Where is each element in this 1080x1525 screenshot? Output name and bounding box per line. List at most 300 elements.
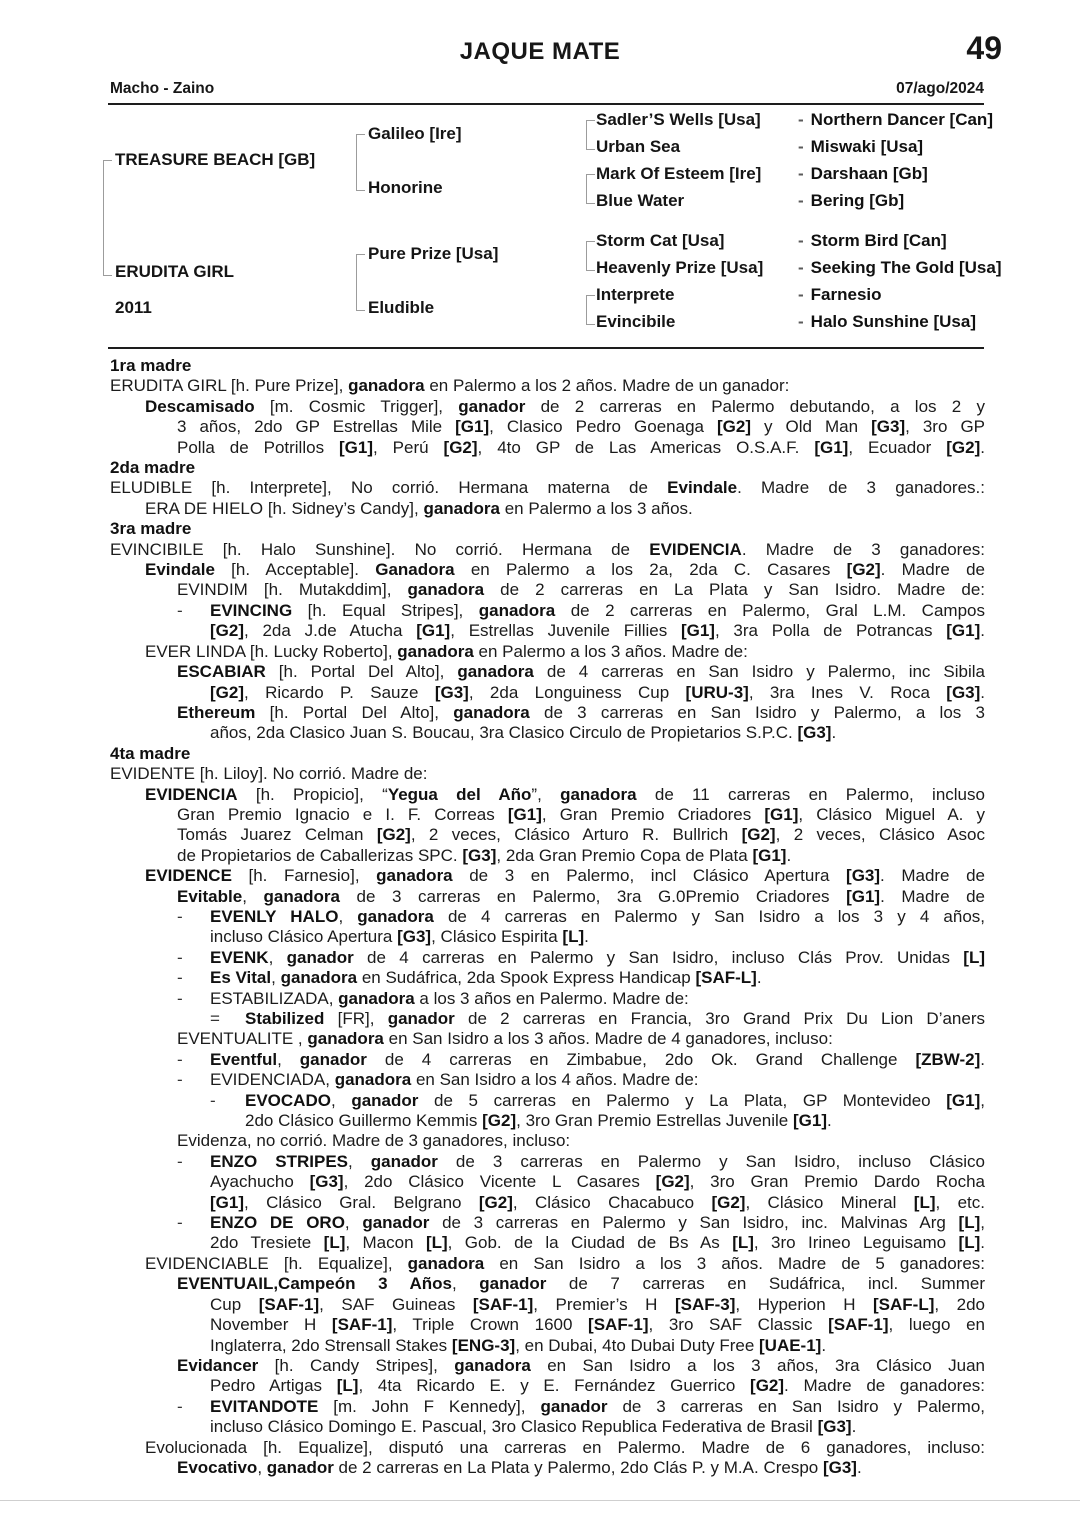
text-line [110, 805, 985, 825]
text-segment: [G1] [792, 1111, 827, 1131]
text-segment: de 3 carreras en Palermo, 3ra G.0Premio Criadores [340, 886, 847, 906]
text-line [110, 642, 985, 662]
text-line [110, 1274, 985, 1294]
divider-top [108, 103, 984, 105]
text-line [110, 846, 985, 866]
text-segment: [G2] [376, 825, 411, 845]
text-segment: , Estrellas Juvenile Fillies [450, 621, 681, 641]
text-segment: [FR], [324, 1009, 388, 1028]
text-segment: Stabilized [245, 1009, 325, 1028]
text-segment: [L] [732, 1233, 754, 1253]
text-segment: [h. Propicio], “ [237, 784, 388, 804]
text-line [110, 907, 985, 927]
text-segment: de 2 carreras en Palermo, Gral L.M. Campos [555, 600, 985, 620]
pedigree-gen4-item [798, 191, 904, 211]
text-segment: [URU-3] [685, 682, 749, 702]
text-segment: , [330, 1090, 352, 1110]
text-segment: [G2] [482, 1111, 517, 1131]
text-segment: , Gob. de la Ciudad de Bs As [447, 1233, 733, 1253]
pedigree-bracket [356, 134, 365, 191]
list-marker: - [177, 906, 183, 926]
text-line [110, 580, 985, 600]
text-segment: en Palermo a los 2a, 2da C. Casares [454, 560, 847, 580]
text-segment: ESTABILIZADA, [210, 988, 339, 1008]
text-segment: , etc. [935, 1192, 985, 1212]
text-segment: , 3ra Polla de Potrancas [714, 621, 947, 641]
text-segment: . [980, 437, 985, 457]
text-segment: , 3ro SAF Classic [648, 1315, 829, 1335]
text-line [110, 1111, 985, 1131]
text-segment: [SAF-1] [331, 1315, 393, 1335]
dash-icon: - [798, 231, 804, 250]
text-segment: , Gran Premio Criadores [541, 804, 765, 824]
pedigree-gen4-name: Halo Sunshine [Usa] [810, 312, 976, 331]
text-line [110, 723, 985, 743]
text-segment: ganador [458, 396, 526, 416]
pedigree-gen4-item [798, 312, 976, 332]
text-segment: Polla de Potrillos [177, 437, 340, 457]
pedigree-bracket [356, 254, 365, 311]
text-segment: , 2da Gran Premio Copa de Plata [496, 845, 753, 865]
text-line [110, 1397, 985, 1417]
text-segment: [SAF-1] [472, 1294, 534, 1314]
text-segment: , Ecuador [848, 437, 947, 457]
date-label: 07/ago/2024 [896, 80, 984, 97]
text-line [110, 1193, 985, 1213]
pedigree-gen4-item [798, 110, 993, 130]
text-segment: [L] [562, 927, 585, 947]
list-marker: - [177, 1396, 183, 1416]
list-marker: = [210, 1009, 220, 1028]
text-segment: [SAF-3] [674, 1294, 736, 1314]
text-segment: [G2] [846, 560, 881, 580]
text-segment: de 3 carreras en Palermo y San Isidro, inc. Malvinas Arg [429, 1213, 959, 1233]
page-number: 49 [966, 30, 1002, 66]
pedigree-gen3-name: Storm Cat [Usa] [596, 231, 725, 250]
text-segment: [G3] [397, 927, 432, 947]
text-segment: ganador [540, 1396, 608, 1416]
text-segment: , en Dubai, 4to Dubai Duty Free [515, 1335, 759, 1355]
text-line [110, 1091, 985, 1111]
text-segment: [G2] [711, 1192, 746, 1212]
text-line [110, 1070, 985, 1090]
text-segment: . Madre de ganadores: [784, 1376, 985, 1396]
text-segment: EVIDENCIADA, [210, 1070, 335, 1090]
text-segment: Evindale [667, 478, 738, 498]
text-segment: de 4 carreras en Palermo y San Isidro, incluso Clás Prov. Unidas [353, 947, 964, 967]
text-segment: Pedro Artigas [210, 1376, 337, 1396]
pedigree-gen4-name: Darshaan [Gb] [810, 164, 928, 183]
text-segment: , Clásico Espirita [431, 927, 563, 947]
text-segment: de 3 carreras en Palermo y San Isidro, incluso Clásico [437, 1151, 985, 1171]
pedigree-gen4-item [798, 164, 928, 184]
pedigree-dam-year: 2011 [115, 298, 152, 317]
pedigree-gen3-name: Blue Water [596, 191, 685, 210]
text-segment: ganadora [263, 886, 341, 906]
text-segment: [SAF-L] [873, 1294, 935, 1314]
text-segment: , [271, 968, 281, 988]
pedigree-gen4-name: Seeking The Gold [Usa] [810, 258, 1002, 277]
text-line [110, 438, 985, 458]
pedigree-gen3-name: Evincibile [596, 312, 676, 331]
list-marker: - [177, 1070, 183, 1090]
text-segment: . [851, 1417, 857, 1437]
text-segment: EVITANDOTE [210, 1396, 319, 1416]
text-segment: en Palermo a los 3 años. Madre de: [473, 641, 748, 661]
text-segment: , [338, 906, 358, 926]
text-segment: ganador [266, 1457, 334, 1477]
dash-icon: - [798, 285, 804, 304]
text-segment: [L] [913, 1192, 936, 1212]
section-heading: 4ta madre [110, 743, 191, 763]
page-title: JAQUE MATE [459, 38, 621, 65]
text-segment: . Madre de [880, 866, 985, 886]
divider-pedigree [108, 347, 984, 349]
text-segment: , Clasico Pedro Goenaga [489, 417, 717, 437]
text-line [110, 866, 985, 886]
text-line [110, 1050, 985, 1070]
text-segment: Yegua del Año [387, 784, 532, 804]
text-segment: , [257, 1457, 267, 1477]
text-line [110, 989, 985, 1009]
text-line [110, 601, 985, 621]
text-segment: [G2] [478, 1192, 513, 1212]
text-segment: [G1] [946, 1090, 981, 1110]
text-segment: Ganadora [375, 560, 455, 580]
text-segment: . Madre de [880, 560, 985, 580]
text-segment: ganadora [453, 702, 530, 722]
dash-icon: - [798, 110, 804, 129]
text-line [110, 376, 985, 396]
text-line [110, 1376, 985, 1396]
text-line [110, 1009, 985, 1029]
text-line [110, 1131, 985, 1151]
text-segment: , 3ro Irineo Leguisamo [753, 1233, 959, 1253]
text-segment: ganadora [407, 580, 485, 600]
text-segment: [G3] [846, 866, 881, 886]
text-segment: Descamisado [145, 396, 255, 416]
text-segment: Inglaterra, 2do Strensall Stakes [210, 1335, 452, 1355]
text-segment: ganador [362, 1213, 430, 1233]
text-segment: Ayachucho [210, 1172, 310, 1192]
text-segment: [h. Acceptable]. [214, 560, 376, 580]
text-segment: [G2] [443, 437, 478, 457]
text-segment: . [980, 621, 985, 641]
text-segment: Gran Premio Ignacio e I. F. Correas [177, 804, 508, 824]
text-segment: . [980, 1049, 985, 1069]
pedigree-gen4-item [798, 285, 882, 305]
text-segment: ganador [299, 1049, 367, 1069]
text-segment: [G1] [846, 886, 881, 906]
text-line [110, 785, 985, 805]
text-segment: . [821, 1335, 827, 1355]
text-segment: , 3ro GP [905, 417, 986, 437]
text-segment: [m. Cosmic Trigger], [254, 396, 459, 416]
pedigree-gen2-name: Honorine [368, 178, 443, 197]
text-line [110, 1254, 985, 1274]
text-segment: en San Isidro a los 3 años. Madre de 4 ganadores, incluso: [383, 1029, 833, 1049]
text-segment: . [826, 1111, 832, 1131]
list-marker: - [177, 968, 183, 988]
text-line [110, 499, 985, 519]
text-segment: [G1] [764, 804, 799, 824]
text-segment: Cup [210, 1294, 259, 1314]
text-segment: . [856, 1457, 862, 1477]
text-segment: de 5 carreras en Palermo y La Plata, GP Montevideo [418, 1090, 947, 1110]
text-segment: [G3] [462, 845, 497, 865]
text-segment: [ZBW-2] [915, 1049, 981, 1069]
text-segment: , [452, 1274, 480, 1294]
text-line [110, 621, 985, 641]
text-segment: ganadora [376, 866, 453, 886]
text-segment: [G1] [946, 621, 981, 641]
text-segment: en San Isidro a los 3 años, 3ra Clásico Juan [530, 1355, 985, 1375]
text-segment: en San Isidro a los 3 años. Madre de 5 ganadores: [484, 1253, 986, 1273]
text-segment: [G1] [416, 621, 451, 641]
text-segment: , 3ra Ines V. Roca [748, 682, 947, 702]
text-segment: EVER LINDA [h. Lucky Roberto], [145, 641, 398, 661]
text-segment: EVINCIBILE [h. Halo Sunshine]. No corrió. Hermana de [110, 539, 650, 559]
text-line [110, 1295, 985, 1315]
text-segment: ganador [351, 1090, 419, 1110]
text-segment: ERUDITA GIRL [h. Pure Prize], [110, 376, 349, 396]
text-line [110, 662, 985, 682]
text-segment: ganadora [407, 1253, 485, 1273]
text-segment: , Perú [373, 437, 444, 457]
pedigree-gen4-item [798, 137, 923, 157]
text-segment: [G2] [210, 682, 244, 702]
text-segment: [G1] [814, 437, 849, 457]
section-heading: 3ra madre [110, 519, 192, 539]
text-segment: [G1] [339, 437, 374, 457]
text-segment: en San Isidro a los 4 años. Madre de: [411, 1070, 699, 1090]
text-line [110, 1438, 985, 1458]
text-segment: , 2do Clásico Vicente L Casares [343, 1172, 656, 1192]
text-segment: , Macon [345, 1233, 426, 1253]
text-segment: Tomás Juarez Celman [177, 825, 377, 845]
text-segment: de 2 carreras en La Plata y San Isidro. Madre de: [484, 580, 986, 600]
text-segment: ganadora [457, 662, 534, 682]
text-segment: [G2] [946, 437, 981, 457]
pedigree-gen4-item [798, 231, 947, 251]
text-line [110, 397, 985, 417]
pedigree-dam: ERUDITA GIRL [115, 262, 234, 281]
text-segment: . Madre de 3 ganadores: [741, 539, 986, 559]
text-segment: , 2 veces, Clásico Asoc [775, 825, 985, 845]
text-segment: , Ricardo P. Sauze [244, 682, 435, 702]
text-segment: [L] [336, 1376, 359, 1396]
list-marker: - [177, 947, 183, 967]
text-segment: [G3] [434, 682, 469, 702]
text-segment: de 3 carreras en San Isidro y Palermo, a los 3 [529, 702, 985, 722]
text-segment: . [756, 968, 762, 988]
text-segment: , 2da J.de Atucha [244, 621, 417, 641]
text-segment: November H [210, 1315, 332, 1335]
pedigree-gen3-name: Sadler’S Wells [Usa] [596, 110, 761, 129]
text-line [110, 825, 985, 845]
text-segment: , [348, 1151, 371, 1171]
text-segment: en Palermo a los 3 años. [499, 498, 693, 518]
pedigree-gen2-name: Eludible [368, 298, 435, 317]
text-segment: de Propietarios de Caballerizas SPC. [177, 845, 463, 865]
text-segment: , [268, 947, 287, 967]
text-segment: [h. Equal Stripes], [292, 600, 479, 620]
text-segment: , [344, 1213, 363, 1233]
text-segment: ENZO STRIPES [210, 1151, 349, 1171]
text-segment: EVIDENTE [h. Liloy]. No corrió. Madre de: [110, 764, 428, 784]
text-segment: de 2 carreras en Palermo debutando, a los 2 y [525, 396, 985, 416]
text-segment: ganadora [357, 906, 434, 926]
text-segment: de 4 carreras en Zimbabue, 2do Ok. Grand Challenge [366, 1049, 916, 1069]
text-segment: ganadora [423, 498, 500, 518]
text-segment: , Premier’s H [533, 1294, 675, 1314]
text-segment: [SAF-1] [258, 1294, 320, 1314]
text-segment: ENZO DE ORO [210, 1213, 345, 1233]
text-segment: EVENTUALITE , [177, 1029, 308, 1049]
pedigree-gen4-name: Storm Bird [Can] [810, 231, 947, 250]
pedigree-sire: TREASURE BEACH [GB] [115, 150, 316, 169]
text-segment: , [242, 886, 264, 906]
text-segment: Ethereum [177, 702, 256, 722]
text-segment: ganadora [280, 968, 358, 988]
section-heading: 1ra madre [110, 356, 192, 375]
text-segment: 2do Clásico Guillermo Kemmis [245, 1111, 483, 1131]
list-marker: - [210, 1090, 216, 1110]
text-segment: , 3ro Gran Premio Dardo Rocha [689, 1172, 985, 1192]
text-line [110, 1172, 985, 1192]
text-segment: ELUDIBLE [h. Interprete], No corrió. Hermana materna de [110, 478, 668, 498]
text-segment: EVOCADO [245, 1090, 331, 1110]
text-line [110, 968, 985, 988]
text-segment: años, 2da Clasico Juan S. Boucau, 3ra Clasico Circulo de Propietarios S.P.C. [210, 723, 798, 743]
subheader-row [110, 80, 984, 98]
text-segment: ganadora [307, 1029, 384, 1049]
text-line [110, 703, 985, 723]
text-segment: [G2] [741, 825, 776, 845]
page-bottom-rule [0, 1500, 1080, 1501]
dash-icon: - [798, 312, 804, 331]
pedigree-gen3-name: Mark Of Esteem [Ire] [596, 164, 762, 183]
text-segment: Evindale [145, 560, 215, 580]
text-line [110, 1458, 985, 1478]
text-segment: EVIDENCIA [649, 539, 742, 559]
text-segment: [ENG-3] [451, 1335, 516, 1355]
text-segment: en Sudáfrica, 2da Spook Express Handicap [357, 968, 696, 988]
pedigree-gen4-name: Northern Dancer [Can] [810, 110, 993, 129]
text-segment: ganadora [560, 784, 637, 804]
text-segment: Evidenza, no corrió. Madre de 3 ganadores, incluso: [177, 1131, 571, 1151]
text-segment: [G3] [797, 723, 832, 743]
text-segment: [h. Portal Del Alto], [255, 702, 454, 722]
text-segment: de 11 carreras en Palermo, incluso [636, 784, 985, 804]
text-segment: [L] [963, 947, 985, 967]
text-line [110, 1029, 985, 1049]
text-segment: [UAE-1] [759, 1335, 822, 1355]
text-segment: . [980, 1233, 985, 1253]
text-segment: EVENTUAIL,Campeón 3 Años [177, 1274, 452, 1294]
text-line [110, 887, 985, 907]
text-segment: Evocativo [177, 1457, 258, 1477]
text-segment: EVIDENCE [145, 866, 232, 886]
text-segment: ganador [479, 1274, 547, 1294]
sex-coat-label: Macho - Zaino [110, 80, 215, 97]
text-line [110, 927, 985, 947]
text-segment: [G3] [871, 417, 906, 437]
text-segment: . [786, 845, 792, 865]
text-segment: ganador [286, 947, 354, 967]
text-line [110, 948, 985, 968]
text-segment: [G1] [210, 1192, 244, 1212]
pedigree-gen4-name: Bering [Gb] [810, 191, 905, 210]
text-segment: , 3ro Gran Premio Estrellas Juvenile [516, 1111, 793, 1131]
text-segment: ESCABIAR [177, 662, 266, 682]
pedigree-gen4-name: Miswaki [Usa] [810, 137, 924, 156]
text-line [110, 1417, 985, 1437]
text-segment: . [831, 723, 837, 743]
text-segment: 2do Tresiete [210, 1233, 324, 1253]
text-segment: , Clásico Gral. Belgrano [244, 1192, 479, 1212]
text-segment: de 3 carreras en San Isidro y Palermo, [607, 1396, 985, 1416]
text-segment: ganadora [334, 1070, 412, 1090]
pedigree-bracket [586, 241, 595, 271]
text-segment: en Palermo a los 2 años. Madre de un ganador: [424, 376, 790, 396]
text-segment: [G3] [822, 1457, 857, 1477]
text-segment: , [277, 1049, 300, 1069]
text-segment: ganadora [397, 641, 474, 661]
text-segment: a los 3 años en Palermo. Madre de: [414, 988, 689, 1008]
text-segment: ”, [531, 784, 561, 804]
text-segment: [G2] [750, 1376, 785, 1396]
text-segment: ganadora [454, 1355, 531, 1375]
text-segment: , 2da Longuiness Cup [468, 682, 686, 702]
text-segment: de 4 carreras en San Isidro y Palermo, inc Sibila [533, 662, 985, 682]
text-segment: 3 años, 2do GP Estrellas Mile [177, 417, 456, 437]
text-segment: ganadora [348, 376, 425, 396]
text-line [110, 1356, 985, 1376]
text-segment: Eventful [210, 1049, 278, 1069]
text-segment: de 4 carreras en Palermo y San Isidro a los 3 y 4 años, [433, 906, 985, 926]
text-segment: [G3] [817, 1417, 852, 1437]
text-segment: Es Vital [210, 968, 272, 988]
text-segment: Evolucionada [h. Equalize], disputó una carreras en Palermo. Madre de 6 ganadores, incluso: [145, 1437, 985, 1457]
text-segment: [G1] [752, 845, 787, 865]
text-segment: de 7 carreras en Sudáfrica, incl. Summer [546, 1274, 985, 1294]
text-segment: [SAF-1] [828, 1315, 889, 1335]
pedigree-gen3-name: Heavenly Prize [Usa] [596, 258, 764, 277]
text-line [110, 1233, 985, 1253]
text-segment: EVINDIM [h. Mutakddim], [177, 580, 408, 600]
text-segment: de 2 carreras en Francia, 3ro Grand Prix Du Lion D’aners [454, 1009, 986, 1028]
text-line [110, 478, 985, 498]
text-line [110, 1213, 985, 1233]
section-heading: 2da madre [110, 458, 196, 478]
dash-icon: - [798, 258, 804, 277]
text-segment: [G2] [210, 621, 244, 641]
pedigree-gen3-name: Interprete [596, 285, 675, 304]
pedigree-gen2-name: Galileo [Ire] [368, 124, 462, 143]
text-segment: , 2 veces, Clásico Arturo R. Bullrich [410, 825, 742, 845]
text-segment: . [980, 682, 986, 702]
list-marker: - [177, 988, 183, 1008]
text-segment: , 4ta Ricardo E. y E. Fernández Guerrico [358, 1376, 751, 1396]
text-segment: [L] [958, 1233, 981, 1253]
text-segment: [G3] [946, 682, 981, 702]
text-segment: y Old Man [751, 417, 872, 437]
text-segment: [SAF-1] [588, 1315, 649, 1335]
text-line [110, 1336, 985, 1356]
text-segment: . [584, 927, 589, 947]
text-segment: [h. Farnesio], [231, 866, 377, 886]
